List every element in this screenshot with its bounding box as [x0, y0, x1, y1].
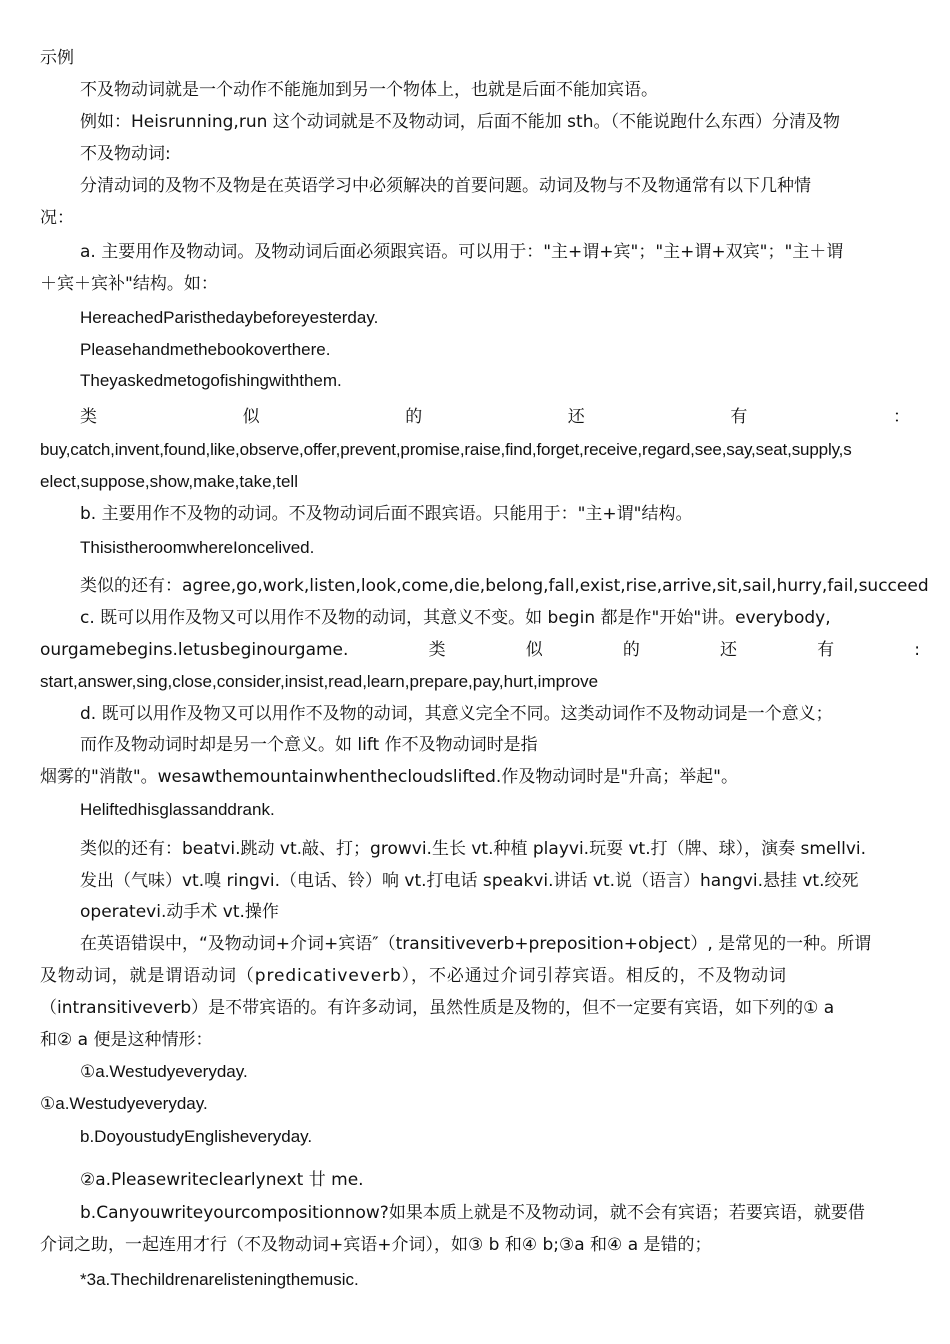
- spread-char: 似: [525, 640, 543, 660]
- doc-line: c. 既可以用作及物又可以用作不及物的动词，其意义不变。如 begin 都是作"开始"讲。everybody,: [80, 608, 831, 628]
- verb-list: elect,suppose,show,make,take,tell: [40, 472, 298, 491]
- spread-char: 还: [567, 407, 585, 427]
- begin-example-spread: [40, 638, 920, 662]
- doc-line: 及物动词，就是谓语动词（predicativeverb），不必通过介词引荐宾语。相反的，不及物动词: [40, 966, 787, 986]
- doc-line: 不及物动词:: [80, 144, 171, 164]
- verb-list: start,answer,sing,close,consider,insist,read,learn,prepare,pay,hurt,improve: [40, 672, 599, 691]
- doc-line: 介词之助，一起连用才行（不及物动词+宾语+介词），如③ b 和④ b;③a 和④ a 是错的；: [40, 1235, 712, 1255]
- example-sentence: Pleasehandmethebookoverthere.: [80, 340, 331, 359]
- example-sentence: ②a.Pleasewriteclearlynext 廿 me.: [80, 1170, 364, 1190]
- doc-line: 和② a 便是这种情形：: [40, 1030, 213, 1050]
- doc-heading: 示例: [40, 48, 74, 68]
- doc-line: 类似的还有：agree,go,work,listen,look,come,die,belong,fall,exist,rise,arrive,sit,sail,hurry,fail,succeed: [80, 576, 929, 596]
- doc-line: 而作及物动词时却是另一个意义。如 lift 作不及物动词时是指: [80, 735, 538, 755]
- example-sentence: Theyaskedmetogofishingwiththem.: [80, 371, 342, 390]
- similar-heading-spread: [80, 405, 910, 429]
- spread-char: 有: [730, 407, 748, 427]
- spread-char: 有: [817, 640, 835, 660]
- spread-char: 似: [242, 407, 260, 427]
- doc-line: 类似的还有：beatvi.跳动 vt.敲、打；growvi.生长 vt.种植 playvi.玩耍 vt.打（牌、球），演奏 smellvi.: [80, 839, 867, 859]
- spread-char: 的: [405, 407, 423, 427]
- example-sentence: Heliftedhisglassanddrank.: [80, 800, 275, 819]
- spread-char: :: [914, 640, 920, 660]
- spread-char: ：: [892, 407, 910, 427]
- doc-line: 例如：Heisrunning,run 这个动词就是不及物动词，后面不能加 sth。（不能说跑什么东西）分清及物: [80, 112, 840, 132]
- doc-line: 发出（气味）vt.嗅 ringvi.（电话、铃）响 vt.打电话 speakvi.讲话 vt.说（语言）hangvi.悬挂 vt.绞死: [80, 871, 859, 891]
- doc-line: b. 主要用作不及物的动词。不及物动词后面不跟宾语。只能用于："主+谓"结构。: [80, 504, 693, 524]
- example-sentence: ①a.Westudyeveryday.: [80, 1062, 248, 1081]
- spread-char: 类: [80, 407, 97, 427]
- doc-line: 不及物动词就是一个动作不能施加到另一个物体上，也就是后面不能加宾语。: [80, 80, 658, 100]
- verb-list: buy,catch,invent,found,like,observe,offer,prevent,promise,raise,find,forget,receive,regard,see,say,seat,supply,s: [40, 440, 852, 459]
- doc-line: 烟雾的"消散"。wesawthemountainwhenthecloudslifted.作及物动词时是"升高；举起"。: [40, 767, 738, 787]
- spread-char: 还: [719, 640, 737, 660]
- example-sentence: b.DoyoustudyEnglisheveryday.: [80, 1127, 313, 1146]
- doc-line: operatevi.动手术 vt.操作: [80, 902, 279, 922]
- doc-line: ＋宾＋宾补"结构。如：: [40, 274, 218, 294]
- example-sentence: ①a.Westudyeveryday.: [40, 1094, 208, 1113]
- doc-line: （intransitiveverb）是不带宾语的。有许多动词，虽然性质是及物的，但不一定要有宾语，如下列的① a: [40, 998, 835, 1018]
- spread-char: 类: [428, 640, 446, 660]
- doc-line: a. 主要用作及物动词。及物动词后面必须跟宾语。可以用于："主+谓+宾"；"主+谓+双宾"；"主＋谓: [80, 242, 844, 262]
- example-sentence: *3a.Thechildrenarelisteningthemusic.: [80, 1270, 359, 1289]
- doc-line: 在英语错误中，“及物动词+介词+宾语″（transitiveverb+preposition+object）, 是常见的一种。所谓: [80, 934, 872, 954]
- doc-line: 况：: [40, 208, 74, 228]
- doc-line: b.Canyouwriteyourcompositionnow?如果本质上就是不及物动词，就不会有宾语；若要宾语，就要借: [80, 1203, 865, 1223]
- example-sentence: ThisistheroomwhereIoncelived.: [80, 538, 315, 557]
- spread-char: 的: [622, 640, 640, 660]
- example-sentence: HereachedParisthedaybeforeyesterday.: [80, 308, 379, 327]
- spread-text: ourgamebegins.letusbeginourgame.: [40, 640, 349, 660]
- doc-line: d. 既可以用作及物又可以用作不及物的动词，其意义完全不同。这类动词作不及物动词是一个意义；: [80, 704, 833, 724]
- doc-line: 分清动词的及物不及物是在英语学习中必须解决的首要问题。动词及物与不及物通常有以下几种情: [80, 176, 811, 196]
